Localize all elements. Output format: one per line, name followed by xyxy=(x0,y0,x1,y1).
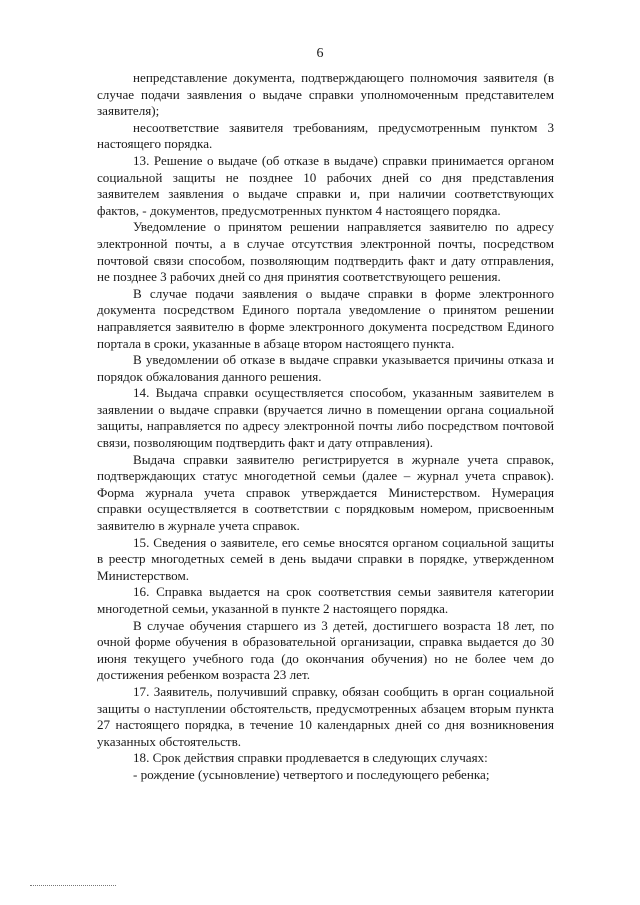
paragraph: несоответствие заявителя требованиям, предусмотренным пунктом 3 настоящего порядка. xyxy=(97,119,554,152)
paragraph: 13. Решение о выдаче (об отказе в выдаче) справки принимается органом социальной защиты не позднее 10 рабочих дней со дня представления заявителем заявления о выдаче справки и, при наличии соответствующих фактов, - документов, предусмотренных пунктом 4 настоящего порядка. xyxy=(97,152,554,218)
paragraph: В случае обучения старшего из 3 детей, достигшего возраста 18 лет, по очной форме обучения в образовательной организации, справка выдается до 30 июня текущего учебного года (до окончания обучения) но не более чем до достижения ребенком возраста 23 лет. xyxy=(97,617,554,683)
document-body xyxy=(97,70,554,784)
paragraph: 16. Справка выдается на срок соответствия семьи заявителя категории многодетной семьи, указанной в пункте 2 настоящего порядка. xyxy=(97,584,554,616)
page-number: 6 xyxy=(316,46,324,61)
paragraph: 17. Заявитель, получивший справку, обязан сообщить в орган социальной защиты о наступлении обстоятельств, предусмотренных абзацем вторым пункта 27 настоящего порядка, в течение 10 календарных дней со дня возникновения указанных обстоятельств. xyxy=(97,683,554,749)
paragraph: 15. Сведения о заявителе, его семье вносятся органом социальной защиты в реестр многодетных семей в день выдачи справки в порядке, утвержденном Министерством. xyxy=(97,534,554,583)
paragraph: Выдача справки заявителю регистрируется в журнале учета справок, подтверждающих статус многодетной семьи (далее – журнал учета справок). Форма журнала учета справок утверждается Министерством. Нумерация справки осуществляется в соответствии с порядковым номером, присвоенным заявителю в журнале учета справок. xyxy=(97,451,554,534)
paragraph: Уведомление о принятом решении направляется заявителю по адресу электронной почты, а в случае отсутствия электронной почты, посредством почтовой связи способом, позволяющим подтвердить факт и дату отправления, не позднее 3 рабочих дней со дня принятия соответствующего решения. xyxy=(97,219,554,285)
paragraph: 18. Срок действия справки продлевается в следующих случаях: xyxy=(133,750,488,766)
paragraph: непредставление документа, подтверждающего полномочия заявителя (в случае подачи заявления о выдаче справки уполномоченным представителем заявителя); xyxy=(97,70,554,119)
paragraph: В уведомлении об отказе в выдаче справки указывается причины отказа и порядок обжалования данного решения. xyxy=(97,352,554,384)
paragraph: - рождение (усыновление) четвертого и последующего ребенка; xyxy=(133,766,490,782)
paragraph: 14. Выдача справки осуществляется способом, указанным заявителем в заявлении о выдаче справки (вручается лично в помещении органа социальной защиты, направляется по адресу электронной почты либо посредством почтовой связи, позволяющим подтвердить факт и дату отправления). xyxy=(97,385,554,451)
footer-mark xyxy=(30,885,116,886)
paragraph: В случае подачи заявления о выдаче справки в форме электронного документа посредством Единого портала уведомление о принятом решении направляется заявителю в форме электронного документа посредством Единого портала в сроки, указанные в абзаце втором настоящего пункта. xyxy=(97,285,554,351)
